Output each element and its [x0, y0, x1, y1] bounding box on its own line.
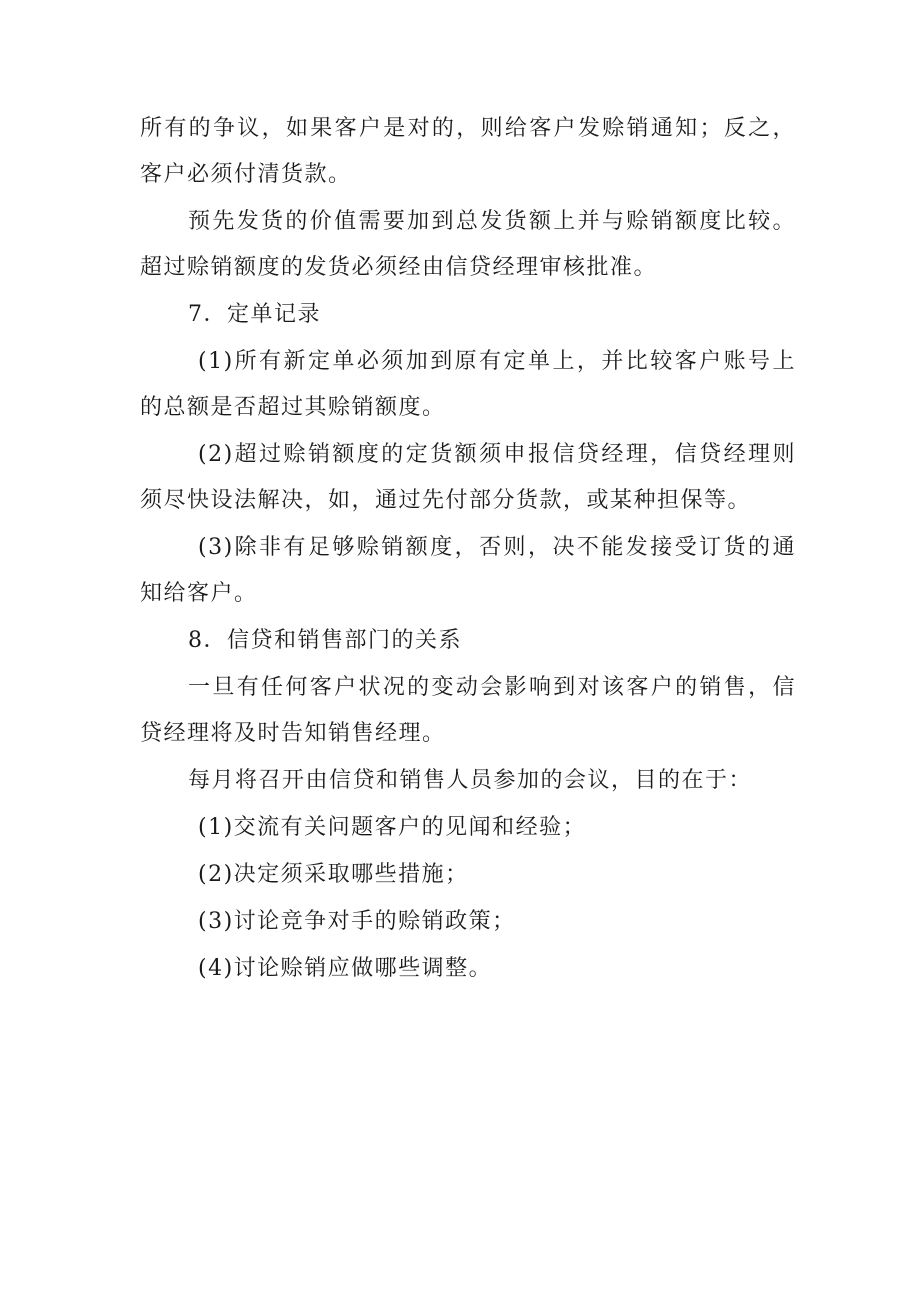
list-item-order-2: (2)超过赊销额度的定货额须申报信贷经理，信贷经理则须尽快设法解决，如，通过先付部分货款，或某种担保等。: [140, 442, 796, 513]
list-item-order-1: (1)所有新定单必须加到原有定单上，并比较客户账号上的总额是否超过其赊销额度。: [140, 349, 796, 420]
list-item-meeting-2: (2)决定须采取哪些措施；: [198, 862, 469, 887]
section-heading-order-records: 7．定单记录: [188, 302, 321, 327]
paragraph-dispute-continuation: 所有的争议，如果客户是对的，则给客户发赊销通知；反之，客户必须付清货款。: [140, 116, 796, 187]
document-body: [140, 106, 796, 993]
list-item-meeting-1: (1)交流有关问题客户的见闻和经验；: [198, 815, 587, 840]
section-heading-credit-sales-relations: 8．信贷和销售部门的关系: [188, 628, 462, 653]
list-item-order-3: (3)除非有足够赊销额度，否则，决不能发接受订货的通知给客户。: [140, 535, 796, 606]
list-item-meeting-4: (4)讨论赊销应做哪些调整。: [198, 956, 493, 981]
list-item-meeting-3: (3)讨论竞争对手的赊销政策；: [198, 909, 516, 934]
paragraph-status-change: 一旦有任何客户状况的变动会影响到对该客户的销售，信贷经理将及时告知销售经理。: [140, 675, 796, 746]
paragraph-monthly-meeting: 每月将召开由信贷和销售人员参加的会议，目的在于：: [188, 768, 753, 793]
paragraph-advance-shipment: 预先发货的价值需要加到总发货额上并与赊销额度比较。超过赊销额度的发货必须经由信贷经理审核批准。: [140, 209, 796, 280]
